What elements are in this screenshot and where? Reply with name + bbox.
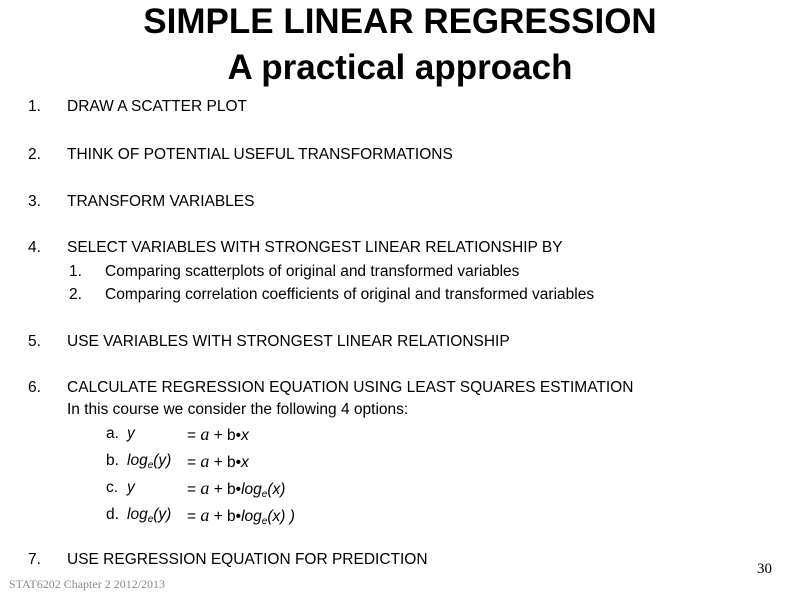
option-rhs: = $a + b•\log_e(x)$ )	[187, 505, 295, 527]
option-letter: c.	[106, 479, 119, 496]
step-number: 2.	[28, 146, 41, 163]
step-note: In this course we consider the following 4 options:	[67, 401, 409, 418]
step-number: 6.	[28, 379, 41, 396]
option-lhs: $\log_e(y)$	[127, 452, 172, 471]
option-letter: d.	[106, 506, 119, 523]
option-rhs: = a + b•x	[187, 451, 249, 471]
option-lhs: y	[127, 479, 135, 496]
option-letter: b.	[106, 452, 119, 469]
step-number: 3.	[28, 193, 41, 210]
option-rhs: = $a + b•\log_e(x)$	[187, 478, 286, 500]
substep-number: 1.	[69, 263, 82, 280]
slide-title: SIMPLE LINEAR REGRESSION	[143, 2, 657, 41]
option-lhs: y	[127, 425, 135, 442]
option-lhs: $\log_e(y)$	[127, 506, 172, 525]
step-text: TRANSFORM VARIABLES	[67, 193, 255, 210]
substep-text: Comparing scatterplots of original and transformed variables	[105, 263, 520, 280]
step-number: 1.	[28, 98, 41, 115]
step-text: THINK OF POTENTIAL USEFUL TRANSFORMATIONS	[67, 146, 453, 163]
substep-number: 2.	[69, 286, 82, 303]
step-text: CALCULATE REGRESSION EQUATION USING LEAST SQUARES ESTIMATION	[67, 379, 634, 396]
step-text: DRAW A SCATTER PLOT	[67, 98, 247, 115]
page-number: 30	[757, 561, 772, 577]
option-letter: a.	[106, 425, 119, 442]
step-text: SELECT VARIABLES WITH STRONGEST LINEAR RELATIONSHIP BY	[67, 239, 563, 256]
step-text: USE REGRESSION EQUATION FOR PREDICTION	[67, 551, 428, 568]
step-number: 5.	[28, 333, 41, 350]
slide-subtitle: A practical approach	[227, 48, 573, 87]
step-text: USE VARIABLES WITH STRONGEST LINEAR RELATIONSHIP	[67, 333, 510, 350]
step-number: 7.	[28, 551, 41, 568]
step-number: 4.	[28, 239, 41, 256]
substep-text: Comparing correlation coefficients of original and transformed variables	[105, 286, 595, 303]
option-rhs: = a + b•x	[187, 424, 249, 444]
footer-text: STAT6202 Chapter 2 2012/2013	[9, 577, 166, 591]
